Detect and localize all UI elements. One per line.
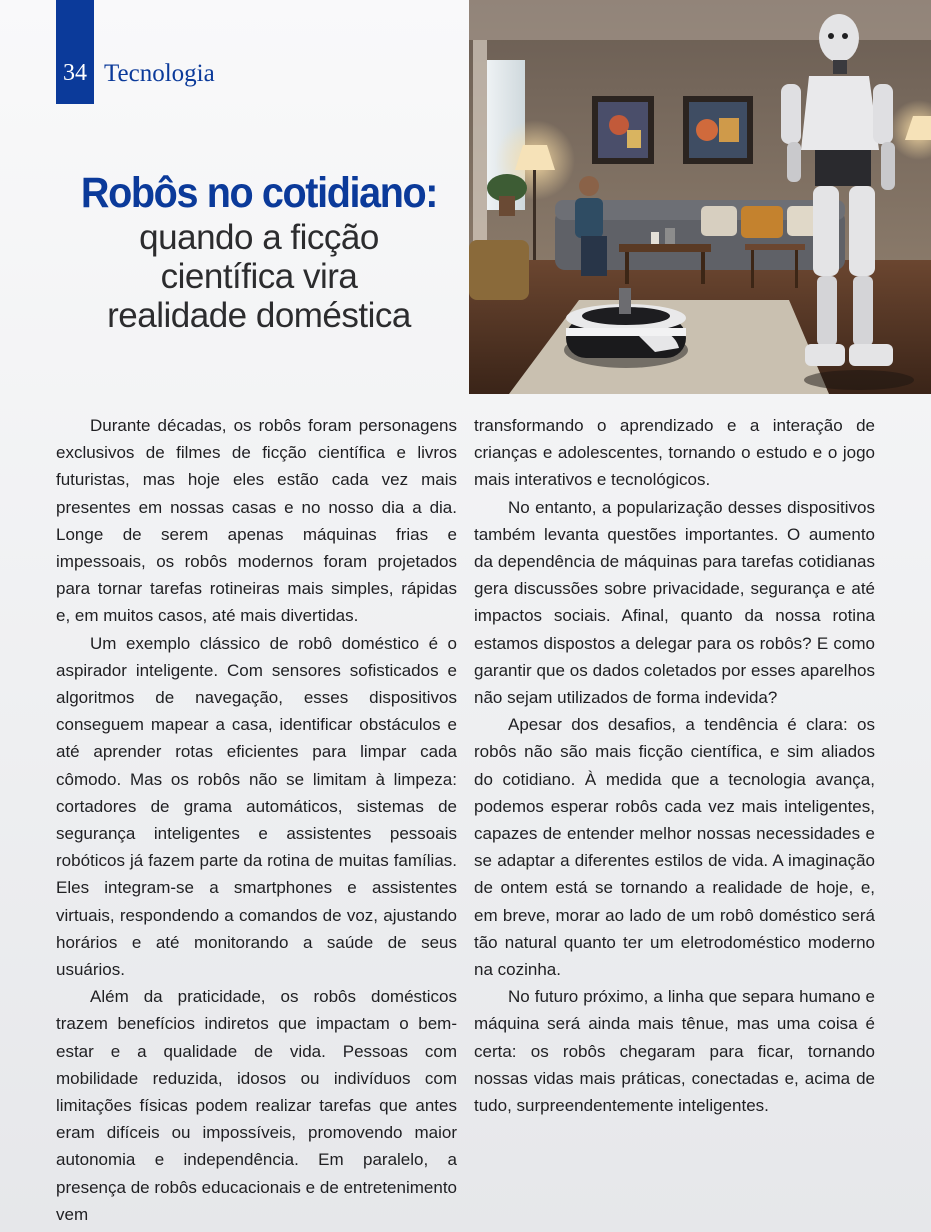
- article-paragraph: Além da praticidade, os robôs domésticos trazem benefícios indiretos que impactam o bem-estar e a qualidade de vida. Pessoas com mobilidade reduzida, idosos ou indivíduos com limitações físicas podem realizar tarefas que antes eram difíceis ou impossíveis, promovendo maior autonomia e independência. Em paralelo, a presença de robôs educacionais e de entretenimento vem: [56, 987, 457, 1224]
- article-paragraph: Um exemplo clássico de robô doméstico é o aspirador inteligente. Com sensores sofisticados e algoritmos de navegação, esses dispositivos conseguem mapear a casa, identificar obstáculos e até aprender rotas eficientes para limpar cada cômodo. Mas os robôs não se limitam à limpeza: cortadores de grama automáticos, sistemas de segurança inteligentes e assistentes pessoais robóticos já fazem parte da rotina de muitas famílias. Eles integram-se a smartphones e assistentes virtuais, respondendo a comandos de voz, ajustando horários e até monitorando a saúde de seus usuários.: [56, 633, 457, 980]
- section-title: Tecnologia: [104, 60, 215, 87]
- article-column-right: [474, 412, 875, 1119]
- article-subtitle-line-1: quando a ficção: [139, 218, 379, 257]
- article-paragraph: Durante décadas, os robôs foram personagens exclusivos de filmes de ficção científica e livros futuristas, mas hoje eles estão cada vez mais presentes em nossas casas e no nosso dia a dia. Longe de serem apenas máquinas frias e impessoais, os robôs modernos foram projetados para tornar tarefas rotineiras mais simples, rápidas e, em muitos casos, até mais divertidas.: [56, 416, 457, 626]
- article-column-left: [56, 412, 457, 1228]
- article-paragraph: No futuro próximo, a linha que separa humano e máquina será ainda mais tênue, mas uma coisa é certa: os robôs chegaram para ficar, tornando nossas vidas mais práticas, conectadas e, acima de tudo, surpreendentemente inteligentes.: [474, 987, 875, 1116]
- page-number: 34: [63, 60, 87, 86]
- page-tab: [56, 0, 94, 104]
- article-subtitle-line-3: realidade doméstica: [107, 296, 411, 335]
- article-title-block: [40, 168, 478, 335]
- living-room-robots-photo: [469, 0, 931, 394]
- article-paragraph-continuation: transformando o aprendizado e a interação de crianças e adolescentes, tornando o estudo e o jogo mais interativos e tecnológicos.: [474, 416, 875, 490]
- article-paragraph: No entanto, a popularização desses dispositivos também levanta questões importantes. O aumento da dependência de máquinas para tarefas cotidianas gera discussões sobre privacidade, segurança e até impactos sociais. Afinal, quanto da nossa rotina estamos dispostos a delegar para os robôs? E como garantir que os dados coletados por esses aparelhos não sejam utilizados de forma indevida?: [474, 497, 875, 708]
- article-paragraph: Apesar dos desafios, a tendência é clara: os robôs não são mais ficção científica, e sim aliados do cotidiano. À medida que a tecnologia avança, podemos esperar robôs cada vez mais inteligentes, capazes de entender melhor nossas necessidades e se adaptar a diferentes estilos de vida. A imaginação de ontem está se tornando a realidade de hoje, e, em breve, morar ao lado de um robô doméstico será tão natural quanto ter um eletrodoméstico moderno na cozinha.: [474, 715, 875, 980]
- article-title: Robôs no cotidiano:: [80, 169, 438, 217]
- article-subtitle-line-2: científica vira: [160, 257, 358, 296]
